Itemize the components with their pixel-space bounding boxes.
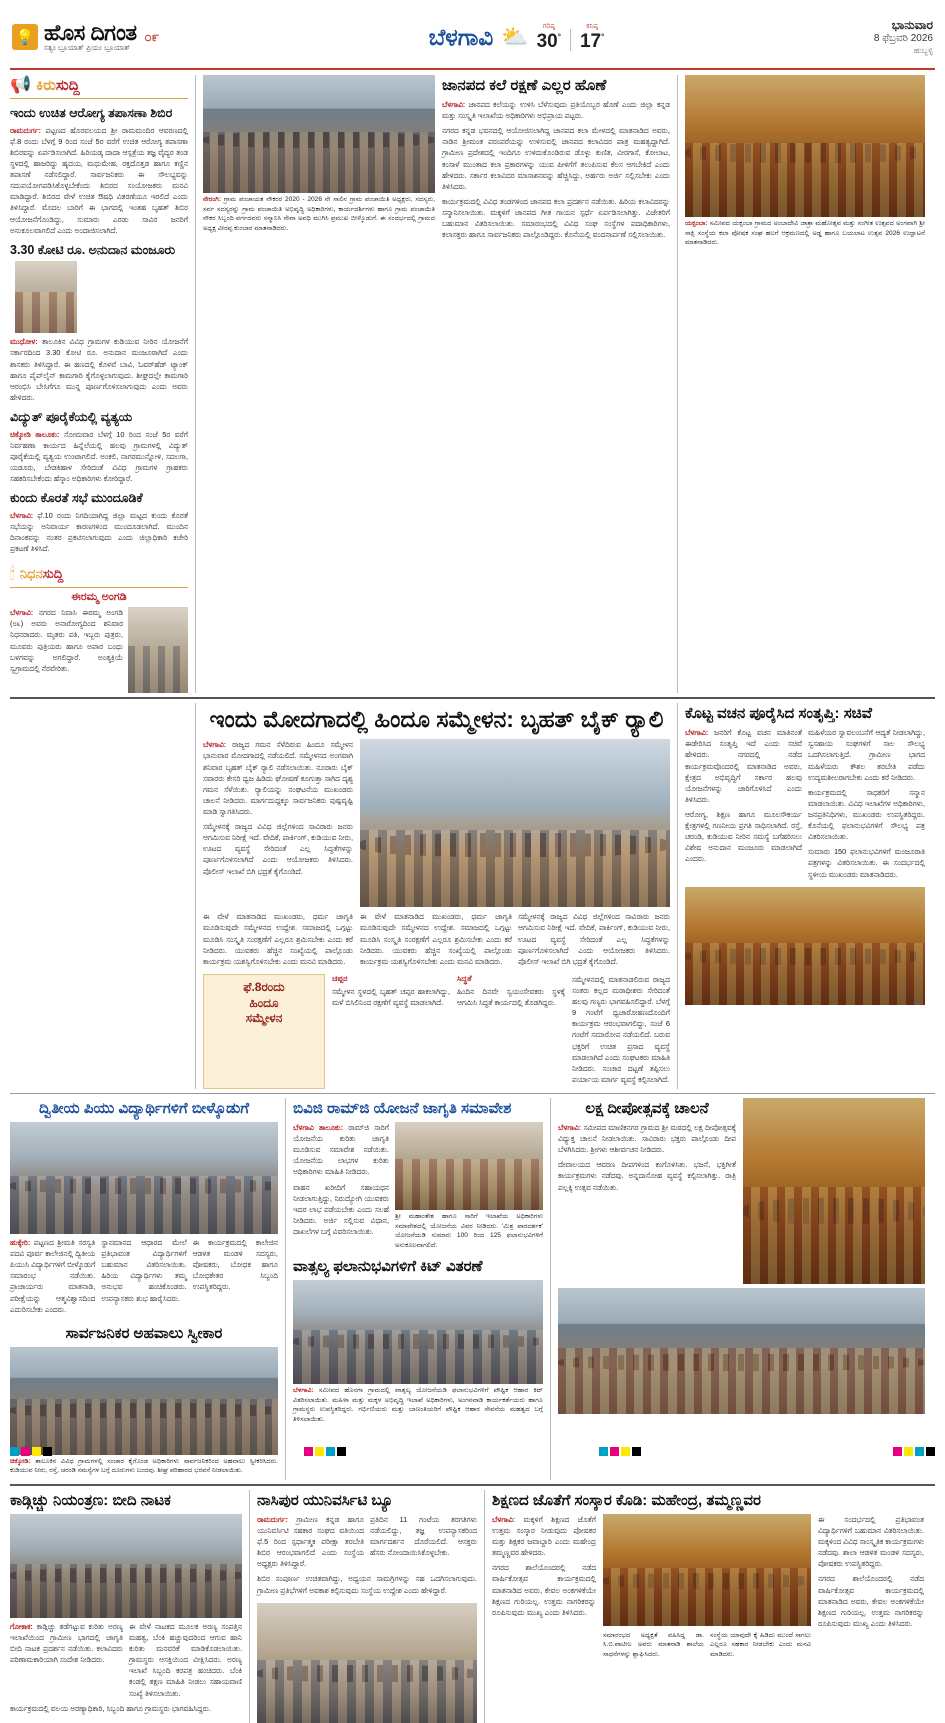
obituary-header: [10, 564, 188, 588]
registration-footer: [10, 1447, 935, 1456]
meeting-photo-caption: ಶ್ರೀ ಮಹಾಂತೇಶ ಹಾಗೂ ಸಾರಿಗೆ ಇಲಾಖೆಯ ಅಧಿಕಾರಿಗಳು ಸಮಾವೇಶದಲ್ಲಿ ಯೋಜನೆಯ ವಿವರ ನೀಡಿದರು. 'ಮಿಶ್ರ ಪಾರದರ್ಶಕ' ಯೋಜನೆಯಡಿ ಸುಮಾರು 100 ರಿಂದ 125 ಫಲಾನುಭವಿಗಳಿಗೆ ಅನುಕೂಲವಾಗಲಿದೆ.: [395, 1213, 543, 1249]
weather-divider: [570, 29, 571, 51]
pull-side-1-text: ಸಮ್ಮೇಳನ ಸ್ಥಳದಲ್ಲಿ ಬೃಹತ್ ಚಪ್ಪರ ಹಾಕಲಾಗಿದ್ದು, ಮಳೆ ಬಿಸಿಲಿನಿಂದ ರಕ್ಷಣೆಗೆ ವ್ಯವಸ್ಥೆ ಮಾಡಲಾಗಿದೆ.: [332, 986, 450, 1008]
edition-name: ಬೆಳಗಾವಿ: [428, 23, 494, 50]
lamp-dateline: ಬೆಳಗಾವಿ:: [558, 1123, 582, 1132]
lead-pullquote-box: [203, 974, 325, 1089]
university-dateline: ರಾಮದುರ್ಗ:: [257, 1514, 288, 1524]
felicitation-photo: [685, 887, 925, 1005]
minister-p2-text: ಮಹಿಳೆಯರ ಸ್ವಾವಲಂಬನೆಗೆ ಆದ್ಯತೆ ನೀಡಲಾಗಿದ್ದು, ಸ್ವಸಹಾಯ ಸಂಘಗಳಿಗೆ ಸಾಲ ಸೌಲಭ್ಯ ಒದಗಿಸಲಾಗುತ್ತಿದೆ. ಗ್ರಾಮೀಣ ಭಾಗದ ಮಹಿಳೆಯರು ಕೌಶಲ ತರಬೇತಿ ಪಡೆದು ಉದ್ಯಮಶೀಲರಾಗಬೇಕು ಎಂದು ಕರೆ ನೀಡಿದರು.: [808, 728, 925, 782]
folk-art-body-1: ಜಾನಪದ ಕಲೆಯನ್ನು ಉಳಿಸಿ ಬೆಳೆಸುವುದು ಪ್ರತಿಯೊಬ್ಬರ ಹೊಣೆ ಎಂದು ಜಿಲ್ಲಾ ಕನ್ನಡ ಮತ್ತು ಸಂಸ್ಕೃತಿ ಇಲಾಖೆಯ ಅಧಿಕಾರಿಗಳು ಅಭಿಪ್ರಾಯ ಪಟ್ಟರು.: [442, 100, 670, 121]
obituary-title-prefix: ನಿಧನ: [19, 566, 43, 582]
obituary-name: ಈರಮ್ಮ ಅಂಗಡಿ: [71, 591, 127, 604]
sanskara-c1: [492, 1514, 596, 1558]
publication-tagline: ಸತ್ಯಂ ಬ್ರೂಯಾತ್ ಪ್ರಿಯಂ ಬ್ರೂಯಾತ್: [44, 44, 131, 52]
lamp-festival-photo-2: [558, 1288, 925, 1414]
temp-high-value: 30: [536, 31, 558, 52]
reg-marks-mid: [304, 1447, 346, 1456]
obituary-title-suffix: ಸುದ್ದಿ: [42, 566, 64, 582]
middle-center-column: [285, 1098, 543, 1480]
brief-3-text: ಸೋಮವಾರ ಬೆಳಗ್ಗೆ 10 ರಿಂದ ಸಂಜೆ 5ರ ವರೆಗೆ ನಿರ್ವಹಣಾ ಕಾರ್ಯದ ಹಿನ್ನೆಲೆಯಲ್ಲಿ ಹಲವು ಗ್ರಾಮಗಳಲ್ಲಿ ವಿದ್ಯುತ್ ಪೂರೈಕೆಯಲ್ಲಿ ವ್ಯತ್ಯಯ ಉಂಟಾಗಲಿದೆ. ಅಂಕಲಿ, ನಾಗರಮುನ್ನೋಳಿ, ಸದಲಗಾ, ಯಡೂರು, ಬೇಡಕಿಹಾಳ ಸೇರಿದಂತೆ ವಿವಿಧ ಗ್ರಾಮಗಳ ಗ್ರಾಹಕರು ಸಹಕರಿಸಬೇಕೆಂದು ಹೆಸ್ಕಾಂ ಅಧಿಕಾರಿಗಳು ಕೋರಿದ್ದಾರೆ.: [10, 429, 188, 484]
lead-bottom-text: ಸಮ್ಮೇಳನದಲ್ಲಿ ಮಾತನಾಡಲಿರುವ ರಾಜ್ಯದ ಸಂತರು ಕಲ್ಲದ ಮಠಾಧೀಶರು ಸೇರಿದಂತೆ ಹಲವು ಗಣ್ಯರು ಭಾಗವಹಿಸಲಿದ್ದಾರೆ. ಬೆಳಗ್ಗೆ 9 ಗಂಟೆಗೆ ಧ್ವಜಾರೋಹಣದೊಂದಿಗೆ ಕಾರ್ಯಕ್ರಮ ಆರಂಭವಾಗಲಿದ್ದು, ಸಂಜೆ 6 ಗಂಟೆಗೆ ಸಮಾರೋಪ ನಡೆಯಲಿದೆ. ಬರುವ ಭಕ್ತರಿಗೆ ಉಚಿತ ಪ್ರಸಾದ ವ್ಯವಸ್ಥೆ ಮಾಡಲಾಗಿದೆ ಎಂದು ಸಂಘಟಕರು ಮಾಹಿತಿ ನೀಡಿದರು. ಸಂಚಾರ ದಟ್ಟಣೆ ತಪ್ಪಿಸಲು ಪರ್ಯಾಯ ಮಾರ್ಗ ವ್ಯವಸ್ಥೆ ಕಲ್ಪಿಸಲಾಗಿದೆ.: [572, 974, 670, 1084]
bvg-dateline: ಬೆಳಗಾವಿ ತಾಲೂಕು:: [293, 1123, 344, 1132]
felicitation-stage-photo: [603, 1514, 811, 1626]
bottom-block: [10, 1490, 935, 1723]
bike-rally-photo: [360, 739, 670, 907]
brief-2-text: ತಾಲೂಕಿನ ವಿವಿಧ ಗ್ರಾಮಗಳ ಕುಡಿಯುವ ನೀರಿನ ಯೋಜನೆಗೆ ಸರ್ಕಾರದಿಂದ 3.30 ಕೋಟಿ ರೂ. ಅನುದಾನ ಮಂಜೂರಾಗಿದೆ ಎಂದು ಶಾಸಕರು ತಿಳಿಸಿದ್ದಾರೆ. ಈ ಹಣದಲ್ಲಿ ಕೊಳವೆ ಬಾವಿ, ಓವರ್‌ಹೆಡ್ ಟ್ಯಾಂಕ್ ಹಾಗೂ ಪೈಪ್‌ಲೈನ್ ಕಾಮಗಾರಿ ಕೈಗೊಳ್ಳಲಾಗುವುದು. ಶೀಘ್ರದಲ್ಲೇ ಕಾಮಗಾರಿ ಆರಂಭಿಸಿ ಬೇಸಿಗೆಗೂ ಮುನ್ನ ಪೂರ್ಣಗೊಳಿಸಲಾಗುವುದು ಎಂದು ಅವರು ಹೇಳಿದರು.: [10, 337, 189, 402]
middle-block: [10, 1098, 935, 1480]
obituary-body: [10, 607, 123, 689]
brief-4-body: [10, 510, 188, 554]
farewell-dateline: ಹುಕ್ಕೇರಿ:: [10, 1238, 31, 1247]
brief-2-headline[interactable]: 3.30 ಕೋಟಿ ರೂ. ಅನುದಾನ ಮಂಜೂರು: [10, 242, 176, 257]
temp-low-value: 17: [579, 31, 602, 52]
lead-col-4-text: ಈ ವೇಳೆ ಮಾತನಾಡಿದ ಮುಖಂಡರು, ಧರ್ಮ ಜಾಗೃತಿ ಮೂಡಿಸುವುದೇ ಸಮ್ಮೇಳನದ ಉದ್ದೇಶ. ಸಮಾಜದಲ್ಲಿ ಒಗ್ಗಟ್ಟು ಮೂಡಿಸಿ ಸಂಸ್ಕೃತಿ ಸಂರಕ್ಷಣೆಗೆ ಎಲ್ಲರೂ ಶ್ರಮಿಸಬೇಕು ಎಂದು ಕರೆ ನೀಡಿದರು. ಯುವಕರು ಹೆಚ್ಚಿನ ಸಂಖ್ಯೆಯಲ್ಲಿ ಪಾಲ್ಗೊಂಡು ಕಾರ್ಯಕ್ರಮ ಯಶಸ್ವಿಗೊಳಿಸಬೇಕು ಎಂದು ಮನವಿ ಮಾಡಿದರು.: [360, 912, 512, 966]
lead-col-1-text: ರಾಜ್ಯದ ಗಮನ ಸೆಳೆದಿರುವ ಹಿಂದೂ ಸಮ್ಮೇಳನ ಭಾನುವಾರ ಮೋದಗಾದಲ್ಲಿ ನಡೆಯಲಿದೆ. ಸಮ್ಮೇಳನದ ಅಂಗವಾಗಿ ಶನಿವಾರ ಬೃಹತ್ ಬೈಕ್ ರ‍್ಯಾಲಿ ನಡೆಸಲಾಯಿತು. ನೂರಾರು ಬೈಕ್ ಸವಾರರು ಕೇಸರಿ ಧ್ವಜ ಹಿಡಿದು ಘೋಷಣೆ ಕೂಗುತ್ತಾ ಸಾಗಿದ ದೃಶ್ಯ ಗಮನ ಸೆಳೆಯಿತು. ರ‍್ಯಾಲಿಯನ್ನು ಸಂಘಟನೆಯ ಮುಖಂಡರು ಚಾಲನೆ ನೀಡಿದರು. ಮಾರ್ಗದುದ್ದಕ್ಕೂ ಸಾರ್ವಜನಿಕರು ಪುಷ್ಪವೃಷ್ಟಿ ಮಾಡಿ ಸ್ವಾಗತಿಸಿದರು.: [203, 740, 353, 817]
reg-marks-left: [10, 1447, 52, 1456]
sanskara-c3-text: ಈ ಸಂದರ್ಭದಲ್ಲಿ ಪ್ರತಿಭಾವಂತ ವಿದ್ಯಾರ್ಥಿಗಳಿಗೆ ಬಹುಮಾನ ವಿತರಿಸಲಾಯಿತು. ಮಕ್ಕಳಿಂದ ವಿವಿಧ ಸಾಂಸ್ಕೃತಿಕ ಕಾರ್ಯಕ್ರಮಗಳು ನಡೆದವು. ಶಾಲಾ ಆಡಳಿತ ಮಂಡಳಿ ಸದಸ್ಯರು, ಪೋಷಕರು ಉಪಸ್ಥಿತರಿದ್ದರು.: [818, 1514, 925, 1569]
minister-headline[interactable]: ಕೊಟ್ಟ ವಚನ ಪೂರೈಸಿದ ಸಂತೃಪ್ತಿ: ಸಚಿವೆ: [685, 705, 872, 723]
temp-high-label: ಗರಿಷ್ಠ: [542, 23, 555, 30]
street-play-dateline: ಗೋಕಾಕ:: [10, 1621, 33, 1631]
top-center-column: [195, 75, 670, 693]
folk-art-body-3: ಕಾರ್ಯಕ್ರಮದಲ್ಲಿ ವಿವಿಧ ತಂಡಗಳಿಂದ ಜಾನಪದ ಕಲಾ ಪ್ರದರ್ಶನ ನಡೆಯಿತು. ಹಿರಿಯ ಕಲಾವಿದರನ್ನು ಸನ್ಮಾನಿಸಲಾಯಿತು. ಮಕ್ಕಳಿಗೆ ಜಾನಪದ ಗೀತ ಗಾಯನ ಸ್ಪರ್ಧೆ ಏರ್ಪಡಿಸಲಾಗಿತ್ತು. ವಿಜೇತರಿಗೆ ಬಹುಮಾನ ವಿತರಿಸಲಾಯಿತು. ಸಮಾರಂಭದಲ್ಲಿ ವಿವಿಧ ಸಂಘ ಸಂಸ್ಥೆಗಳ ಪದಾಧಿಕಾರಿಗಳು, ಕಲಾಸಕ್ತರು ಹಾಗೂ ಸಾರ್ವಜನಿಕರು ಪಾಲ್ಗೊಂಡಿದ್ದರು. ಕೊನೆಯಲ್ಲಿ ವಂದನಾರ್ಪಣೆ ಸಲ್ಲಿಸಲಾಯಿತು.: [442, 196, 670, 240]
pullquote-line-2: ಹಿಂದೂ: [249, 995, 279, 1010]
date: 8 ಫೆಬ್ರವರಿ 2026: [873, 33, 933, 45]
lamp-p1: [558, 1122, 736, 1155]
lamp-p2-text: ದೇವಾಲಯದ ಆವರಣ ದೀಪಗಳಿಂದ ಕಂಗೊಳಿಸಿತು. ಭಜನೆ, ಭಕ್ತಿಗೀತೆ ಕಾರ್ಯಕ್ರಮಗಳು ನಡೆದವು. ಅನ್ನದಾಸೋಹ ವ್ಯವಸ್ಥೆ ಕಲ್ಪಿಸಲಾಗಿತ್ತು. ರಾತ್ರಿ ಪಲ್ಲಕ್ಕಿ ಉತ್ಸವ ನಡೆಯಿತು.: [558, 1160, 736, 1192]
folk-art-dateline: ಬೆಳಗಾವಿ:: [442, 100, 466, 109]
brief-4-headline[interactable]: ಕುಂದು ಕೊರತೆ ಸಭೆ ಮುಂದೂಡಿಕೆ: [10, 491, 143, 506]
lead-col-2-text: ಸಮ್ಮೇಳನಕ್ಕೆ ರಾಜ್ಯದ ವಿವಿಧ ಜಿಲ್ಲೆಗಳಿಂದ ಸಾವಿರಾರು ಜನರು ಆಗಮಿಸುವ ನಿರೀಕ್ಷೆ ಇದೆ. ವೇದಿಕೆ, ಪಾರ್ಕಿಂಗ್, ಕುಡಿಯುವ ನೀರು, ಊಟದ ವ್ಯವಸ್ಥೆ ಸೇರಿದಂತೆ ಎಲ್ಲ ಸಿದ್ಧತೆಗಳನ್ನು ಪೂರ್ಣಗೊಳಿಸಲಾಗಿದೆ ಎಂದು ಆಯೋಜಕರು ತಿಳಿಸಿದರು. ಪೊಲೀಸ್ ಇಲಾಖೆ ಬಿಗಿ ಭದ್ರತೆ ಕೈಗೊಂಡಿದೆ.: [203, 822, 353, 876]
page-number-badge: ೦೯: [144, 29, 160, 44]
sanskara-caption-1: ಸಮಾರಂಭದ ಅಧ್ಯಕ್ಷತೆ ವಹಿಸಿದ್ದ ಡಾ. ಸಿ.ಬಿ.ಪಾಟೀಲ ಅವರು ಮಾತನಾಡಿ ಶಾಲೆಯ ಸಾಧನೆಗಳನ್ನು ಶ್ಲಾಘಿಸಿದರು.: [603, 1631, 704, 1658]
sanskara-caption-2: ಸಂಸ್ಥೆಯ ಯಾವುದೇ ಕೈ ಹಿಡಿದು ಮುಂದೆ ಸಾಗಲು ಎಲ್ಲರೂ ಸಹಕಾರ ನೀಡಬೇಕು ಎಂದು ಮನವಿ ಮಾಡಿದರು.: [710, 1631, 811, 1658]
farewell-c2-text: ಸ್ಥಾನಮಾನದ ಆಧಾರದ ಮೇಲೆ ಪ್ರತಿಭಾವಂತ ವಿದ್ಯಾರ್ಥಿಗಳಿಗೆ ಬಹುಮಾನ ವಿತರಿಸಲಾಯಿತು. ಹಿರಿಯ ವಿದ್ಯಾರ್ಥಿಗಳು ತಮ್ಮ ಅನುಭವ ಹಂಚಿಕೊಂಡರು. ಉಪನ್ಯಾಸಕರು ಶುಭ ಹಾರೈಸಿದರು.: [101, 1238, 187, 1303]
meeting-photo: [395, 1122, 543, 1210]
weekday: ಭಾನುವಾರ: [891, 18, 933, 33]
group-photo-caption-lead: ನೇರಂಗಿ:: [203, 196, 222, 203]
university-c1: [257, 1514, 364, 1570]
edition-weather-block: [429, 23, 605, 51]
lamp-p1-text: ಸಮೀಪದ ಮಾಣಿಕನಗರ ಗ್ರಾಮದ ಶ್ರೀ ಮಠದಲ್ಲಿ ಲಕ್ಷ ದೀಪೋತ್ಸವಕ್ಕೆ ವಿಧ್ಯುಕ್ತ ಚಾಲನೆ ನೀಡಲಾಯಿತು. ಸಾವಿರಾರು ಭಕ್ತರು ಪಾಲ್ಗೊಂಡು ದೀಪ ಬೆಳಗಿಸಿದರು. ಶ್ರೀಗಳು ಆಶೀರ್ವಚನ ನೀಡಿದರು.: [558, 1123, 736, 1155]
kit-caption-lead: ಬೆಳಗಾವಿ:: [293, 1387, 314, 1395]
bvg-p2-text: ವಾಹನ ಖರೀದಿಗೆ ಸಹಾಯಧನ ನೀಡಲಾಗುತ್ತಿದ್ದು, ನಿರುದ್ಯೋಗಿ ಯುವಕರು ಇದರ ಲಾಭ ಪಡೆಯಬೇಕು ಎಂದು ಸಲಹೆ ನೀಡಿದರು. ಅರ್ಜಿ ಸಲ್ಲಿಸುವ ವಿಧಾನ, ದಾಖಲೆಗಳ ಬಗ್ಗೆ ವಿವರಿಸಲಾಯಿತು.: [293, 1182, 389, 1236]
brief-3-headline[interactable]: ವಿದ್ಯುತ್ ಪೂರೈಕೆಯಲ್ಲಿ ವ್ಯತ್ಯಯ: [10, 410, 133, 424]
lead-dateline: ಬೆಳಗಾವಿ:: [203, 740, 227, 750]
street-play-photo: [10, 1514, 242, 1618]
place: ಹುಬ್ಬಳ್ಳಿ: [913, 45, 933, 55]
sanskara-c1-text: ಮಕ್ಕಳಿಗೆ ಶಿಕ್ಷಣದ ಜೊತೆಗೆ ಉತ್ತಮ ಸಂಸ್ಕಾರ ನೀಡುವುದು ಪೋಷಕರ ಮತ್ತು ಶಿಕ್ಷಕರ ಜವಾಬ್ದಾರಿ ಎಂದು ಮಹೇಂದ್ರ ತಮ್ಮಣ್ಣವರ ಹೇಳಿದರು.: [492, 1514, 596, 1558]
street-play-c2-text: ಈ ವೇಳೆ ನಾಟಕದ ಮೂಲಕ ಅರಣ್ಯ ಸಂಪತ್ತಿನ ಮಹತ್ವ, ಬೆಂಕಿ ಹಚ್ಚುವುದರಿಂದ ಆಗುವ ಹಾನಿ ಕುರಿತು ಮನವರಿಕೆ ಮಾಡಿಕೊಡಲಾಯಿತು. ಗ್ರಾಮಸ್ಥರು ಆಸಕ್ತಿಯಿಂದ ವೀಕ್ಷಿಸಿದರು. ಅರಣ್ಯ ಇಲಾಖೆ ಸಿಬ್ಬಂದಿ ಕರಪತ್ರ ಹಂಚಿದರು. ಬೆಂಕಿ ಕಂಡಲ್ಲಿ ತಕ್ಷಣ ಮಾಹಿತಿ ನೀಡಲು ಸಹಾಯವಾಣಿ ಸಂಖ್ಯೆ ತಿಳಿಸಲಾಯಿತು.: [129, 1621, 242, 1698]
grievance-caption-lead: ಚಿಕ್ಕೋಡಿ:: [10, 1457, 31, 1465]
top-right-column: [677, 75, 925, 693]
minister-dateline: ಬೆಳಗಾವಿ:: [685, 728, 709, 738]
sanskara-headline[interactable]: ಶಿಕ್ಷಣದ ಜೊತೆಗೆ ಸಂಸ್ಕಾರ ಕೊಡಿ: ಮಹೇಂದ್ರ, ತಮ್ಮಣ್ಣವರ: [492, 1491, 761, 1509]
street-play-c3-text: ಕಾರ್ಯಕ್ರಮದಲ್ಲಿ ವಲಯ ಅರಣ್ಯಾಧಿಕಾರಿ, ಸಿಬ್ಬಂದಿ ಹಾಗೂ ಗ್ರಾಮಸ್ಥರು ಭಾಗವಹಿಸಿದ್ದರು.: [10, 1703, 211, 1713]
lead-center-column: [195, 703, 670, 1089]
divider-after-lead: [10, 1093, 935, 1094]
divider-before-bottom: [10, 1484, 935, 1486]
lamp-icon: 💡: [12, 24, 38, 50]
sun-cloud-icon: ⛅: [501, 24, 529, 49]
reg-marks-right: [893, 1447, 935, 1456]
group-photo-caption: [203, 195, 435, 233]
university-c1-text: ಗ್ರಾಮೀಣ ಕನ್ನಡ ಹಾಗೂ ಯುನಿವರ್ಸಿಟಿ ಸಹಕಾರ ಸಂಘದ ವತಿಯಿಂದ ಫೆ.5 ರಿಂದ ಸ್ಪರ್ಧಾತ್ಮಕ ಪರೀಕ್ಷಾ ತರಬೇತಿ ಶಿಬಿರ ಆರಂಭವಾಗಲಿದೆ ಎಂದು ಸಂಸ್ಥೆಯ ಅಧ್ಯಕ್ಷರು ತಿಳಿಸಿದ್ದಾರೆ.: [257, 1514, 364, 1569]
brief-1-body: [10, 125, 188, 236]
lamp-icon-obituary: 🕯: [10, 564, 15, 584]
street-play-c1: [10, 1621, 123, 1699]
brief-2-dateline: ಮುಧೋಳ:: [10, 337, 38, 347]
brief-4-dateline: ಬೆಳಗಾವಿ:: [10, 510, 34, 520]
pullquote-line-3: ಸಮ್ಮೇಳನ: [245, 1011, 283, 1026]
upper-block: [10, 75, 935, 693]
bottom-left-column: [10, 1490, 242, 1723]
lead-col-1: [203, 739, 353, 817]
minister-p1-text: ಜನರಿಗೆ ಕೊಟ್ಟ ವಚನ ಮಾತಿನಂತೆ ಈಡೇರಿಸಿದ ಸಂತೃಪ್ತಿ ಇದೆ ಎಂದು ಸಚಿವೆ ಹೇಳಿದರು. ನಗರದಲ್ಲಿ ನಡೆದ ಕಾರ್ಯಕ್ರಮವೊಂದರಲ್ಲಿ ಮಾತನಾಡಿದ ಅವರು, ಕ್ಷೇತ್ರದ ಅಭಿವೃದ್ಧಿಗೆ ಸರ್ಕಾರ ಹಲವು ಯೋಜನೆಗಳನ್ನು ಜಾರಿಗೊಳಿಸಿದೆ ಎಂದು ತಿಳಿಸಿದರು.: [685, 728, 802, 804]
publication-logo[interactable]: [12, 21, 159, 52]
farewell-c1: [10, 1237, 95, 1315]
brief-1-text: ಪಟ್ಟಣದ ಹೊರವಲಯದ ಶ್ರೀ ರಾಮಮಂದಿರ ಆವರಣದಲ್ಲಿ ಫೆ.8 ರಂದು ಬೆಳಗ್ಗೆ 9 ರಿಂದ ಸಂಜೆ 5ರ ವರೆಗೆ ಉಚಿತ ಆರೋಗ್ಯ ತಪಾಸಣಾ ಶಿಬಿರವನ್ನು ಏರ್ಪಡಿಸಲಾಗಿದೆ. ಹಿರಿಯಡ್ಕ ದಾದಾ ಆಸ್ಪತ್ರೆಯ ತಜ್ಞ ವೈದ್ಯರ ತಂಡ ಸ್ಥಳದಲ್ಲಿ ಹಾಜರಿದ್ದು ಹೃದಯ, ಮಧುಮೇಹ, ರಕ್ತದೊತ್ತಡ ಹಾಗೂ ಕಣ್ಣಿನ ತಪಾಸಣೆ ನಡೆಸಲಿದ್ದಾರೆ. ಸಾರ್ವಜನಿಕರು ಈ ಸೌಲಭ್ಯವನ್ನು ಸದುಪಯೋಗಪಡಿಸಿಕೊಳ್ಳಬೇಕೆಂದು ಶಿಬಿರದ ಸಂಯೋಜಕರು ಮನವಿ ಮಾಡಿದ್ದಾರೆ. ಶಿಬಿರದ ವೇಳೆ ಉಚಿತ ಔಷಧಿ ವಿತರಣೆಯೂ ಇರಲಿದೆ ಎಂದು ತಿಳಿಸಿದ್ದಾರೆ. ಮೊದಲ ಬಾರಿಗೆ ಈ ಭಾಗದಲ್ಲಿ ಇಂತಹ ಬೃಹತ್ ಶಿಬಿರ ಆಯೋಜನೆಗೊಂಡಿದ್ದು, ಸುಮಾರು ಎರಡು ಸಾವಿರ ಜನರಿಗೆ ಅನುಕೂಲವಾಗಲಿದೆ ಎಂದು ಅಂದಾಜಿಸಲಾಗಿದೆ.: [10, 125, 188, 235]
kit-headline[interactable]: ವಾತ್ಸಲ್ಯ ಫಲಾನುಭವಿಗಳಿಗೆ ಕಿಟ್ ವಿತರಣೆ: [293, 1258, 483, 1276]
seminar-photo: [257, 1603, 477, 1723]
sanskara-c2-text: ನಗರದ ಶಾಲೆಯೊಂದರಲ್ಲಿ ನಡೆದ ವಾರ್ಷಿಕೋತ್ಸವ ಕಾರ್ಯಕ್ರಮದಲ್ಲಿ ಮಾತನಾಡಿದ ಅವರು, ಕೇವಲ ಅಂಕಗಳಿಕೆಯೇ ಶಿಕ್ಷಣದ ಗುರಿಯಲ್ಲ. ಉತ್ತಮ ನಾಗರಿಕರನ್ನು ರೂಪಿಸುವುದು ಮುಖ್ಯ ಎಂದು ತಿಳಿಸಿದರು.: [492, 1563, 596, 1617]
college-farewell-photo: [10, 1122, 278, 1234]
temp-high: [537, 23, 561, 51]
brief-1-headline[interactable]: ಇಂದು ಉಚಿತ ಆರೋಗ್ಯ ತಪಾಸಣಾ ಶಿಬಿರ: [10, 106, 173, 120]
minister-p4-text: ಕಾರ್ಯಕ್ರಮದಲ್ಲಿ ಸಾಧಕರಿಗೆ ಸನ್ಮಾನ ಮಾಡಲಾಯಿತು. ವಿವಿಧ ಇಲಾಖೆಗಳ ಅಧಿಕಾರಿಗಳು, ಜನಪ್ರತಿನಿಧಿಗಳು, ಮುಖಂಡರು ಉಪಸ್ಥಿತರಿದ್ದರು. ಕೊನೆಯಲ್ಲಿ ಫಲಾನುಭವಿಗಳಿಗೆ ಸೌಲಭ್ಯ ಪತ್ರ ವಿತರಿಸಲಾಯಿತು.: [808, 787, 925, 842]
brief-2-body: [10, 336, 188, 403]
lamp-festival-photo: [743, 1098, 925, 1284]
group-photo-caption-text: ಗ್ರಾಮ ಪಂಚಾಯತ ನೌಕರರ 2020 - 2026 ನೇ ಸಾಲಿನ ಗ್ರಾಮ ಪಂಚಾಯಿತಿ ಅಧ್ಯಕ್ಷರು, ಸದಸ್ಯರು, ಸರ್ವ ಸದಸ್ಯರನ್ನು ಗ್ರಾಮ ಪಂಚಾಯಿತಿ ಅಭಿವೃದ್ಧಿ ಅಧಿಕಾರಿಗಳು, ಕಾರ್ಯದರ್ಶಿಗಳು ಹಾಗೂ ಗ್ರಾಮ ಪಂಚಾಯಿತಿ ನೌಕರ ಸಿಬ್ಬಂದಿ ವರ್ಗದವರು ಸನ್ಮಾನಿಸಿ ಸೇವಾ ಅವಧಿ ಮುಗಿಸಿ ಪ್ರಮುಖ ಬೀಳ್ಕೊಡುಗೆ. ಈ ಸಂದರ್ಭದಲ್ಲಿ ಗ್ರಾಮದ ಅಧ್ಯಕ್ಷ ವೀರಪ್ಪ ಕುಂಬಾರ ಮಾತನಾಡಿದರು.: [203, 196, 435, 232]
temp-low-label: ಕನಿಷ್ಠ: [586, 23, 599, 30]
date-block: [874, 18, 933, 56]
kit-distribution-photo: [293, 1280, 543, 1384]
reg-marks-mid-2: [599, 1447, 641, 1456]
sirusuddi-title-suffix: ಸುದ್ದಿ: [55, 76, 80, 94]
kit-caption-text: ಸಮೀಪದ ಹೊನಗಾ ಗ್ರಾಮದಲ್ಲಿ ವಾತ್ಸಲ್ಯ ಯೋಜನೆಯಡಿ ಫಲಾನುಭವಿಗಳಿಗೆ ಪೌಷ್ಟಿಕ ಆಹಾರ ಕಿಟ್ ವಿತರಿಸಲಾಯಿತು. ಮಹಿಳಾ ಮತ್ತು ಮಕ್ಕಳ ಅಭಿವೃದ್ಧಿ ಇಲಾಖೆ ಅಧಿಕಾರಿಗಳು, ಅಂಗನವಾಡಿ ಕಾರ್ಯಕರ್ತೆಯರು ಹಾಗೂ ಗ್ರಾಮಸ್ಥರು ಉಪಸ್ಥಿತರಿದ್ದರು. ಗರ್ಭಿಣಿಯರು ಮತ್ತು ಬಾಣಂತಿಯರಿಗೆ ಪೌಷ್ಟಿಕ ಆಹಾರ ಸೇವನೆಯ ಮಹತ್ವದ ಬಗ್ಗೆ ತಿಳಿಸಲಾಯಿತು.: [293, 1387, 543, 1423]
grievance-photo: [10, 1347, 278, 1455]
masthead: [10, 8, 935, 70]
lead-col-5-text: ಸಮ್ಮೇಳನಕ್ಕೆ ರಾಜ್ಯದ ವಿವಿಧ ಜಿಲ್ಲೆಗಳಿಂದ ಸಾವಿರಾರು ಜನರು ಆಗಮಿಸುವ ನಿರೀಕ್ಷೆ ಇದೆ. ವೇದಿಕೆ, ಪಾರ್ಕಿಂಗ್, ಕುಡಿಯುವ ನೀರು, ಊಟದ ವ್ಯವಸ್ಥೆ ಸೇರಿದಂತೆ ಎಲ್ಲ ಸಿದ್ಧತೆಗಳನ್ನು ಪೂರ್ಣಗೊಳಿಸಲಾಗಿದೆ ಎಂದು ಆಯೋಜಕರು ತಿಳಿಸಿದರು. ಪೊಲೀಸ್ ಇಲಾಖೆ ಬಿಗಿ ಭದ್ರತೆ ಕೈಗೊಂಡಿದೆ.: [518, 912, 670, 966]
bottom-center-column: [249, 1490, 477, 1723]
sanskara-dateline: ಬೆಳಗಾವಿ:: [492, 1514, 516, 1524]
politician-portrait-photo: [15, 261, 77, 333]
brief-1-dateline: ರಾಮದುರ್ಗ:: [10, 125, 41, 135]
folk-art-lead-para: [442, 99, 670, 121]
sirusuddi-column: [10, 75, 188, 693]
brief-4-text: ಫೆ.10 ರಂದು ನಿಗದಿಯಾಗಿದ್ದ ಜಿಲ್ಲಾ ಮಟ್ಟದ ಕುಂದು ಕೊರತೆ ಸಭೆಯನ್ನು ಅನಿವಾರ್ಯ ಕಾರಣಗಳಿಂದ ಮುಂದೂಡಲಾಗಿದೆ. ಮುಂದಿನ ದಿನಾಂಕವನ್ನು ನಂತರ ಪ್ರಕಟಿಸಲಾಗುವುದು ಎಂದು ಜಿಲ್ಲಾಧಿಕಾರಿ ಕಚೇರಿ ಪ್ರಕಟಣೆ ತಿಳಿಸಿದೆ.: [10, 510, 188, 554]
sirusuddi-header: [10, 75, 188, 99]
procession-caption-lead: ಯಕ್ಸಂಬಾ:: [685, 220, 708, 227]
megaphone-icon: 📢: [10, 75, 32, 94]
middle-left-column: [10, 1098, 278, 1480]
grievance-headline[interactable]: ಸಾರ್ವಜನಿಕರ ಅಹವಾಲು ಸ್ವೀಕಾರ: [65, 1324, 223, 1342]
degree-symbol: °: [557, 32, 561, 42]
pull-side-2-text: ಹಿಂದಿನ ದಿನವೇ ಸ್ವಯಂಸೇವಕರು ಸ್ಥಳಕ್ಕೆ ಆಗಮಿಸಿ ಸಿದ್ಧತೆ ಕಾರ್ಯದಲ್ಲಿ ತೊಡಗಿದ್ದರು.: [457, 986, 565, 1008]
brief-3-dateline: ಚಿಕ್ಕೋಡಿ ತಾಲೂಕು:: [10, 429, 60, 439]
farewell-headline[interactable]: ದ್ವಿತೀಯ ಪಿಯು ವಿದ್ಯಾರ್ಥಿಗಳಿಗೆ ಬೀಳ್ಕೊಡುಗೆ: [38, 1100, 250, 1117]
farewell-c3-text: ಈ ಕಾರ್ಯಕ್ರಮದಲ್ಲಿ ಕಾಲೇಜಿನ ಆಡಳಿತ ಮಂಡಳಿ ಸದಸ್ಯರು, ಪೋಷಕರು, ಬೋಧಕ ಹಾಗೂ ಬೋಧಕೇತರ ಸಿಬ್ಬಂದಿ ಉಪಸ್ಥಿತರಿದ್ದರು.: [192, 1238, 278, 1292]
sanskara-c4-text: ನಗರದ ಶಾಲೆಯೊಂದರಲ್ಲಿ ನಡೆದ ವಾರ್ಷಿಕೋತ್ಸವ ಕಾರ್ಯಕ್ರಮದಲ್ಲಿ ಮಾತನಾಡಿದ ಅವರು, ಕೇವಲ ಅಂಕಗಳಿಕೆಯೇ ಶಿಕ್ಷಣದ ಗುರಿಯಲ್ಲ. ಉತ್ತಮ ನಾಗರಿಕರನ್ನು ರೂಪಿಸುವುದು ಮುಖ್ಯ ಎಂದು ತಿಳಿಸಿದರು.: [818, 1574, 924, 1628]
lamp-festival-headline[interactable]: ಲಕ್ಷ ದೀಪೋತ್ಸವಕ್ಕೆ ಚಾಲನೆ: [585, 1100, 709, 1117]
bvg-p1-text: ರಾಮ್‌ಜಿ ಸಾರಿಗೆ ಯೋಜನೆಯ ಕುರಿತು ಜಾಗೃತಿ ಮೂಡಿಸುವ ಸಮಾವೇಶ ನಡೆಯಿತು. ಯೋಜನೆಯ ಲಾಭಗಳ ಕುರಿತು ಅಧಿಕಾರಿಗಳು ಮಾಹಿತಿ ನೀಡಿದರು.: [293, 1123, 389, 1177]
lead-story-block: [10, 703, 935, 1089]
street-play-c1-text: ಕಾಡ್ಗಿಚ್ಚು ತಡೆಗಟ್ಟುವ ಕುರಿತು ಅರಣ್ಯ ಇಲಾಖೆಯಿಂದ ಗ್ರಾಮೀಣ ಭಾಗದಲ್ಲಿ ಜಾಗೃತಿ ಬೀದಿ ನಾಟಕ ಪ್ರದರ್ಶನ ನಡೆಯಿತು. ಕಲಾವಿದರು ಪರಿಣಾಮಕಾರಿಯಾಗಿ ಸಂದೇಶ ನೀಡಿದರು.: [10, 1621, 123, 1665]
sirusuddi-title-prefix: ಕಿರು: [36, 76, 56, 94]
folk-art-headline[interactable]: ಜಾನಪದ ಕಲೆ ರಕ್ಷಣೆ ಎಲ್ಲರ ಹೊಣೆ: [442, 77, 607, 94]
grievance-caption-text: ತಾಲೂಕಿನ ವಿವಿಧ ಗ್ರಾಮಗಳಲ್ಲಿ ಸಂಚಾರ ಕೈಗೊಂಡ ಅಧಿಕಾರಿಗಳು ಸಾರ್ವಜನಿಕರಿಂದ ಅಹವಾಲು ಸ್ವೀಕರಿಸಿದರು. ಕುಡಿಯುವ ನೀರು, ರಸ್ತೆ, ಚರಂಡಿ ಸಮಸ್ಯೆಗಳ ಬಗ್ಗೆ ದೂರುಗಳು ಬಂದವು. ಶೀಘ್ರ ಪರಿಹಾರದ ಭರವಸೆ ನೀಡಲಾಯಿತು.: [10, 1457, 278, 1475]
kit-caption: [293, 1386, 543, 1424]
bvg-p1: [293, 1122, 389, 1178]
right-story-column: [677, 703, 925, 1089]
procession-caption-text: ಸಮೀಪದ ಯಕ್ಸಂಬಾ ಗ್ರಾಮದ ಅಂಬಾದೇವಿ ಜಾತ್ರಾ ಮಹೋತ್ಸವ ಮತ್ತು ಸಂಗೀತ ಉತ್ಸವದ ಅಂಗವಾಗಿ ಶ್ರೀ ಸಾಕ್ಷಿ ಸಂಸ್ಥೆಯ ಕಲಾ ಪೋಷಕ ಸಂಘ ಹಲಗೆ ಆಕ್ರಮಣದಲ್ಲಿ ಅಡ್ಡ ಹಾಗೂ ಬಯಲಾಟ ಉತ್ಸವ 2026 ಉದ್ಘಾಟನೆ ಮಾತನಾಡಿದರು.: [685, 220, 925, 247]
bvg-headline[interactable]: ಬಿವಿಜಿ ರಾಮ್‌ಜಿ ಯೋಜನೆ ಜಾಗೃತಿ ಸಮಾವೇಶ: [293, 1100, 512, 1117]
procession-photo: [685, 75, 925, 217]
obituary-dateline: ಬೆಳಗಾವಿ:: [10, 608, 34, 618]
group-photo-panchayat: [203, 75, 435, 193]
bottom-right-column: [484, 1490, 924, 1723]
pull-side-1-label: ಚಪ್ಪರ: [332, 973, 348, 983]
minister-p3-text: ಆರೋಗ್ಯ, ಶಿಕ್ಷಣ ಹಾಗೂ ಮೂಲಸೌಕರ್ಯ ಕ್ಷೇತ್ರಗಳಲ್ಲಿ ಗಣನೀಯ ಪ್ರಗತಿ ಸಾಧಿಸಲಾಗಿದೆ. ರಸ್ತೆ, ಚರಂಡಿ, ಕುಡಿಯುವ ನೀರಿನ ಸಮಸ್ಯೆ ಬಗೆಹರಿಸಲು ವಿಶೇಷ ಅನುದಾನ ಮಂಜೂರು ಮಾಡಲಾಗಿದೆ ಎಂದರು.: [685, 810, 802, 864]
pull-side-2-label: ಸಿದ್ಧತೆ: [457, 973, 472, 983]
divider-after-upper: [10, 697, 935, 699]
degree-symbol-low: °: [601, 32, 605, 42]
brief-3-body: [10, 429, 188, 485]
temp-low: [580, 23, 604, 51]
lead-left-spacer: [10, 703, 188, 1089]
street-play-headline[interactable]: ಕಾಡ್ಗಿಚ್ಚು ನಿಯಂತ್ರಣ: ಬೀದಿ ನಾಟಕ: [10, 1491, 171, 1509]
obituary-text: ನಗರದ ನಿವಾಸಿ ಈರಮ್ಮ ಅಂಗಡಿ (೮೩) ಅವರು ಅನಾರೋಗ್ಯದಿಂದ ಶನಿವಾರ ನಿಧನರಾದರು. ಮೃತರು ಪತಿ, ಇಬ್ಬರು ಪುತ್ರರು, ಮೂವರು ಪುತ್ರಿಯರು ಹಾಗೂ ಅಪಾರ ಬಂಧು ಬಳಗವನ್ನು ಅಗಲಿದ್ದಾರೆ. ಅಂತ್ಯಕ್ರಿಯೆ ಸ್ವಗ್ರಾಮದಲ್ಲಿ ನೆರವೇರಿತು.: [10, 608, 124, 673]
minister-p5-text: ಸುಮಾರು 150 ಫಲಾನುಭವಿಗಳಿಗೆ ಮಂಜೂರಾತಿ ಪತ್ರಗಳನ್ನು ವಿತರಿಸಲಾಯಿತು. ಈ ಸಂದರ್ಭದಲ್ಲಿ ಸ್ಥಳೀಯ ಮುಖಂಡರು ಮಾತನಾಡಿದರು.: [808, 847, 925, 879]
lead-col-3-text: ಈ ವೇಳೆ ಮಾತನಾಡಿದ ಮುಖಂಡರು, ಧರ್ಮ ಜಾಗೃತಿ ಮೂಡಿಸುವುದೇ ಸಮ್ಮೇಳನದ ಉದ್ದೇಶ. ಸಮಾಜದಲ್ಲಿ ಒಗ್ಗಟ್ಟು ಮೂಡಿಸಿ ಸಂಸ್ಕೃತಿ ಸಂರಕ್ಷಣೆಗೆ ಎಲ್ಲರೂ ಶ್ರಮಿಸಬೇಕು ಎಂದು ಕರೆ ನೀಡಿದರು. ಯುವಕರು ಹೆಚ್ಚಿನ ಸಂಖ್ಯೆಯಲ್ಲಿ ಪಾಲ್ಗೊಂಡು ಕಾರ್ಯಕ್ರಮ ಯಶಸ್ವಿಗೊಳಿಸಬೇಕು ಎಂದು ಮನವಿ ಮಾಡಿದರು.: [203, 912, 353, 966]
lead-headline[interactable]: ಇಂದು ಮೋದಗಾದಲ್ಲಿ ಹಿಂದೂ ಸಮ್ಮೇಳನ: ಬೃಹತ್ ಬೈಕ್ ರ‍್ಯಾಲಿ: [209, 706, 664, 733]
folk-art-body-2: ನಗರದ ಕನ್ನಡ ಭವನದಲ್ಲಿ ಆಯೋಜಿಸಲಾಗಿದ್ದ ಜಾನಪದ ಕಲಾ ಮೇಳದಲ್ಲಿ ಮಾತನಾಡಿದ ಅವರು, ನಾಡಿನ ಶ್ರೀಮಂತ ಪರಂಪರೆಯನ್ನು ಉಳಿಸುವಲ್ಲಿ ಜಾನಪದ ಕಲಾವಿದರ ಪಾತ್ರ ಮಹತ್ವದ್ದಾಗಿದೆ. ಗ್ರಾಮೀಣ ಪ್ರದೇಶದಲ್ಲಿ ಇಂದಿಗೂ ಉಳಿದುಕೊಂಡಿರುವ ಡೊಳ್ಳು ಕುಣಿತ, ವೀರಗಾಸೆ, ಕೋಲಾಟ, ಕಂಸಾಳೆ ಮುಂತಾದ ಕಲಾ ಪ್ರಕಾರಗಳನ್ನು ಯುವ ಪೀಳಿಗೆಗೆ ತಲುಪಿಸುವ ಕೆಲಸ ಆಗಬೇಕಿದೆ ಎಂದು ಹೇಳಿದರು. ಸರ್ಕಾರ ಕಲಾವಿದರ ಮಾಸಾಶನವನ್ನು ಹೆಚ್ಚಿಸಿದ್ದು, ಅರ್ಹರು ಅರ್ಜಿ ಸಲ್ಲಿಸಬೇಕು ಎಂದು ತಿಳಿಸಿದರು.: [442, 126, 670, 191]
minister-para-1: [685, 727, 802, 805]
university-headline[interactable]: ನಾಸಿಪುರ ಯುನಿವರ್ಸಿಟಿ ಬ್ಯೂ: [257, 1491, 394, 1509]
procession-photo-caption: [685, 219, 925, 248]
publication-title: ಹೊಸ ದಿಗಂತ: [44, 20, 137, 46]
obituary-portrait-photo: [128, 607, 188, 693]
university-c2-text: ಪ್ರತಿದಿನ 11 ಗಂಟೆಯ ತರಗತಿಗಳು ನಡೆಯಲಿದ್ದು, ತಜ್ಞ ಉಪನ್ಯಾಸಕರಿಂದ ಮಾರ್ಗದರ್ಶನ ದೊರೆಯಲಿದೆ. ಆಸಕ್ತರು ಹೆಸರು ನೋಂದಾಯಿಸಿಕೊಳ್ಳಬೇಕು.: [370, 1514, 477, 1558]
university-c3-text: ಶಿಬಿರ ಸಂಪೂರ್ಣ ಉಚಿತವಾಗಿದ್ದು, ಅಧ್ಯಯನ ಸಾಮಗ್ರಿಗಳನ್ನು ಸಹ ಒದಗಿಸಲಾಗುವುದು. ಗ್ರಾಮೀಣ ಪ್ರತಿಭೆಗಳಿಗೆ ಅವಕಾಶ ಕಲ್ಪಿಸುವುದು ಸಂಸ್ಥೆಯ ಉದ್ದೇಶ ಎಂದು ಹೇಳಿದ್ದಾರೆ.: [257, 1574, 477, 1595]
middle-right-column: [550, 1098, 925, 1480]
pullquote-line-1: ಫೆ.8ರಂದು: [243, 979, 285, 994]
farewell-c1-text: ಪಟ್ಟಣದ ಶ್ರೀಮತಿ ಸರಸ್ವತಿ ಪದವಿ ಪೂರ್ವ ಕಾಲೇಜಿನಲ್ಲಿ ದ್ವಿತೀಯ ಪಿಯುಸಿ ವಿದ್ಯಾರ್ಥಿಗಳಿಗೆ ಬೀಳ್ಕೊಡುಗೆ ಸಮಾರಂಭ ನಡೆಯಿತು. ಪ್ರಾಚಾರ್ಯರು ಮಾತನಾಡಿ, ಪರೀಕ್ಷೆಯನ್ನು ಆತ್ಮವಿಶ್ವಾಸದಿಂದ ಎದುರಿಸಬೇಕು ಎಂದರು.: [10, 1238, 96, 1314]
